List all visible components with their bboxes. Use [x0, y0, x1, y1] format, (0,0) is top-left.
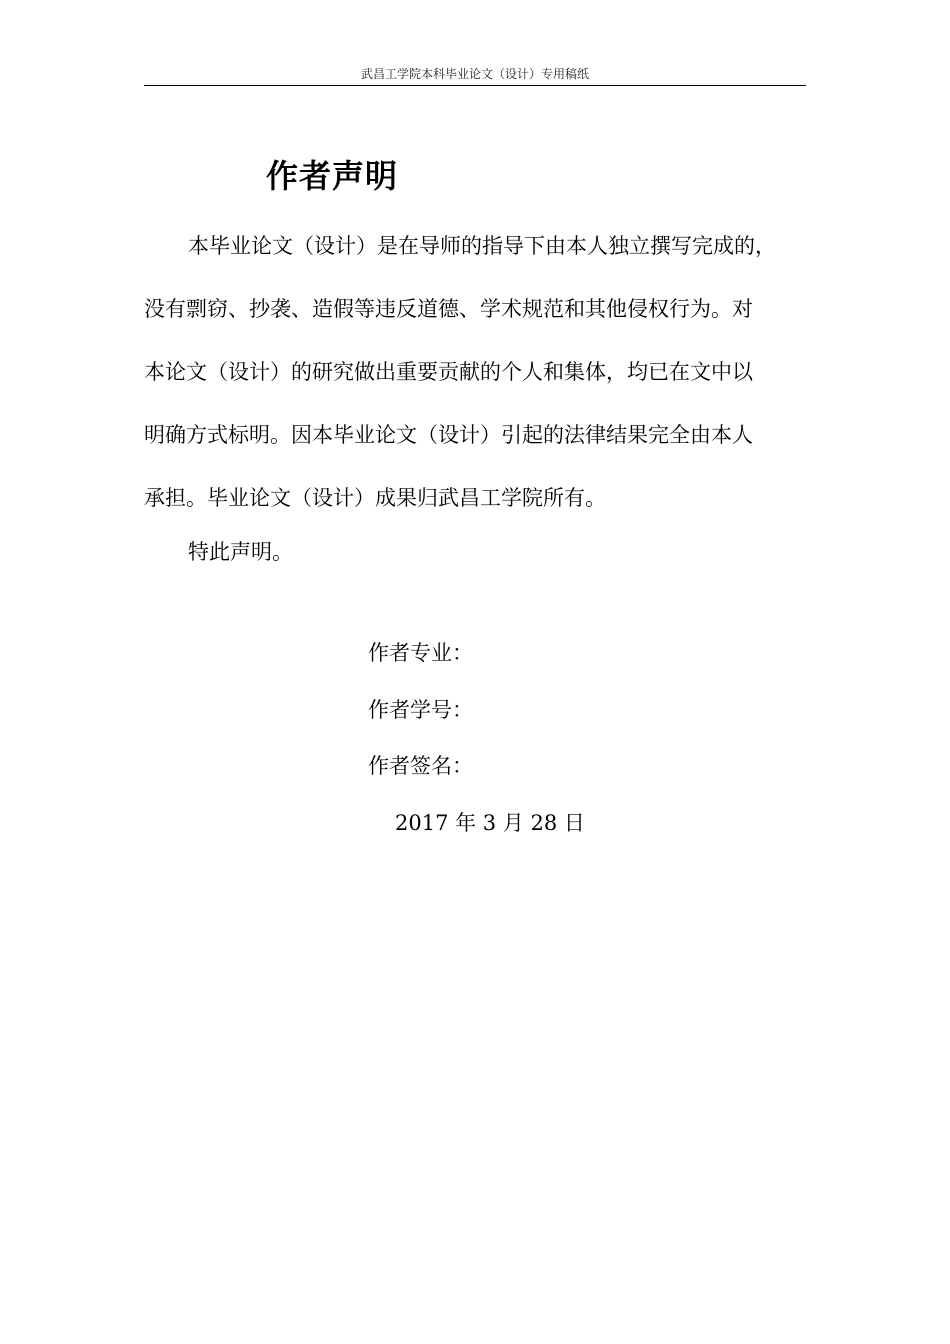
statement-line: 本毕业论文（设计）是在导师的指导下由本人独立撰写完成的， — [188, 234, 776, 258]
header-divider — [144, 85, 806, 86]
statement-date: 2017 年 3 月 28 日 — [395, 811, 585, 835]
author-major-label: 作者专业： — [368, 641, 473, 665]
statement-line: 承担。毕业论文（设计）成果归武昌工学院所有。 — [144, 486, 606, 510]
statement-line: 本论文（设计）的研究做出重要贡献的个人和集体，均已在文中以 — [144, 360, 753, 384]
statement-closing: 特此声明。 — [188, 540, 293, 564]
page-title: 作者声明 — [266, 157, 399, 195]
page-header: 武昌工学院本科毕业论文（设计）专用稿纸 — [360, 67, 589, 81]
author-signature-label: 作者签名： — [368, 754, 473, 778]
statement-line: 没有剽窃、抄袭、造假等违反道德、学术规范和其他侵权行为。对 — [144, 297, 753, 321]
author-id-label: 作者学号： — [368, 698, 473, 722]
statement-line: 明确方式标明。因本毕业论文（设计）引起的法律结果完全由本人 — [144, 423, 753, 447]
